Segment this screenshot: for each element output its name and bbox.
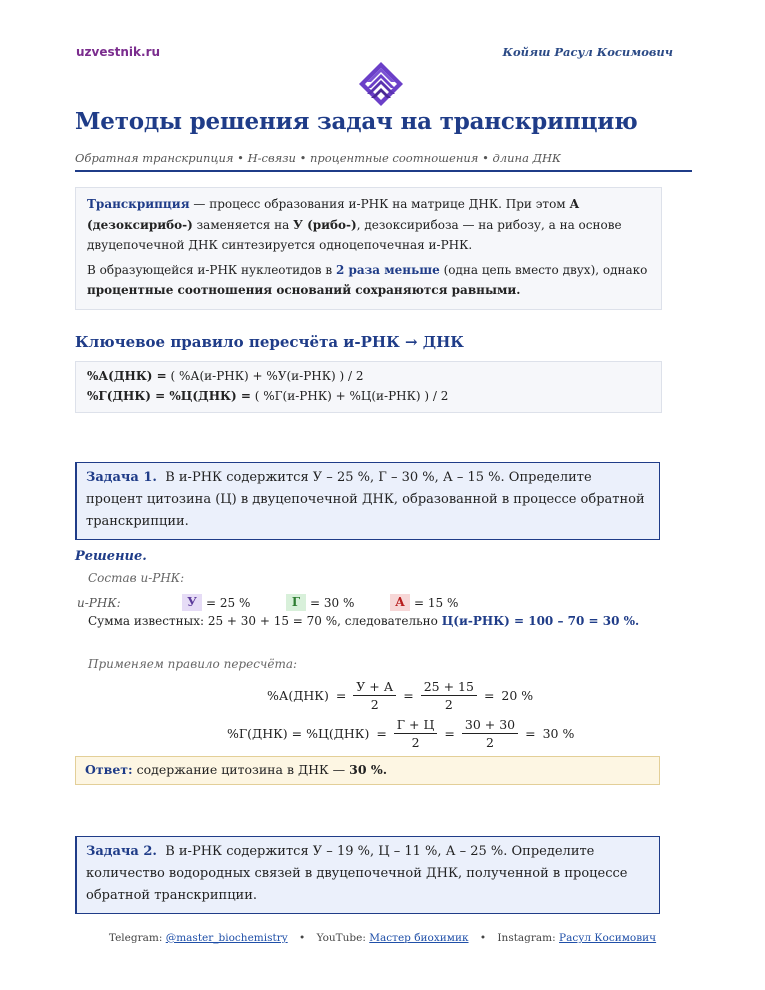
rna-label: и-РНК: bbox=[77, 596, 121, 610]
task-2-text: В и-РНК содержится У – 19 %, Ц – 11 %, А – 25 %. Определите количество водородных связей в двуцепочечной ДНК, полученной в процессе обратной транскрипции. bbox=[86, 844, 628, 903]
author-name: Койяш Расул Косимович bbox=[502, 45, 673, 59]
apply-note: Применяем правило пересчёта: bbox=[88, 657, 298, 671]
intro-text: — процесс образования и-РНК на матрице ДНК. При этом bbox=[189, 197, 570, 211]
instagram-link[interactable]: Расул Косимович bbox=[559, 932, 657, 944]
base-g-value: = 30 % bbox=[310, 596, 355, 610]
fraction bbox=[421, 678, 477, 713]
footer-separator: • bbox=[299, 932, 306, 944]
formula-adenine bbox=[267, 678, 533, 713]
site-name[interactable]: uzvestnik.ru bbox=[76, 45, 161, 59]
formula-result: 30 % bbox=[542, 726, 575, 741]
term-deoxyribo: А (дезоксирибо-) bbox=[87, 197, 580, 232]
task-2-label: Задача 2. bbox=[86, 844, 157, 859]
fraction bbox=[394, 716, 438, 751]
fraction-denominator: 2 bbox=[411, 735, 420, 750]
fraction bbox=[353, 678, 396, 713]
intro-text: (одна цепь вместо двух), однако bbox=[439, 262, 648, 277]
fraction-denominator: 2 bbox=[444, 697, 453, 712]
chevron-stack-icon bbox=[357, 60, 405, 108]
rule-lhs: %Г(ДНК) = %Ц(ДНК) = bbox=[87, 389, 251, 403]
intro-paragraph-2 bbox=[87, 260, 650, 301]
intro-box bbox=[75, 187, 662, 310]
rule-line-2 bbox=[87, 386, 650, 406]
equals-sign: = bbox=[483, 688, 499, 703]
base-a-value: = 15 % bbox=[414, 596, 459, 610]
youtube-link[interactable]: Мастер биохимик bbox=[369, 932, 469, 944]
fraction bbox=[462, 716, 518, 751]
fraction-denominator: 2 bbox=[370, 697, 379, 712]
composition-note: Состав и-РНК: bbox=[88, 571, 185, 585]
equals-sign: = bbox=[444, 726, 455, 741]
footer-separator: • bbox=[479, 932, 487, 944]
fraction-denominator: 2 bbox=[486, 735, 494, 750]
instagram-label: Instagram: bbox=[497, 932, 556, 944]
term-half: 2 раза меньше bbox=[335, 262, 440, 277]
equals-sign: = bbox=[331, 688, 347, 703]
formula-lhs: %Г(ДНК) = %Ц(ДНК) bbox=[227, 726, 370, 741]
intro-paragraph-1 bbox=[87, 194, 650, 256]
term-ribo: У (рибо-) bbox=[293, 217, 357, 232]
intro-text: , дезоксирибоза — на рибозу, а на основе двуцепочечной ДНК синтезируется одноцепочечная и-РНК. bbox=[87, 217, 622, 252]
task-1-text: В и-РНК содержится У – 25 %, Г – 30 %, А – 15 %. Определите процент цитозина (Ц) в двуцепочечной ДНК, образованной в процессе обратной транскрипции. bbox=[86, 470, 645, 529]
formula-guanine-cytosine bbox=[227, 716, 574, 751]
base-a-badge: А bbox=[390, 594, 410, 611]
sum-line bbox=[88, 614, 639, 628]
base-g-badge: Г bbox=[286, 594, 306, 611]
formula-lhs: %А(ДНК) bbox=[267, 688, 329, 703]
task-2-box bbox=[75, 836, 660, 914]
equals-sign: = bbox=[525, 726, 540, 741]
task-1-box bbox=[75, 462, 660, 540]
telegram-label: Telegram: bbox=[108, 932, 163, 944]
term-transcription: Транскрипция bbox=[87, 197, 190, 211]
solution-heading: Решение. bbox=[75, 549, 147, 564]
formula-result: 20 % bbox=[501, 688, 534, 703]
rule-heading: Ключевое правило пересчёта и-РНК → ДНК bbox=[75, 333, 464, 351]
rule-rhs: ( %А(и-РНК) + %У(и-РНК) ) / 2 bbox=[166, 369, 364, 383]
fraction-numerator: У + А bbox=[353, 678, 396, 696]
intro-text: В образующейся и-РНК нуклеотидов в bbox=[87, 262, 336, 277]
rule-line-1 bbox=[87, 366, 650, 386]
task-1-label: Задача 1. bbox=[86, 470, 157, 485]
youtube-label: YouTube: bbox=[316, 932, 366, 944]
answer-value: 30 %. bbox=[349, 762, 388, 777]
rule-rhs: ( %Г(и-РНК) + %Ц(и-РНК) ) / 2 bbox=[250, 389, 449, 403]
rule-lhs: %А(ДНК) = bbox=[87, 369, 167, 383]
base-u-badge: У bbox=[182, 594, 202, 611]
footer bbox=[0, 932, 765, 944]
equals-sign: = bbox=[372, 726, 387, 741]
page-subtitle: Обратная транскрипция • Н-связи • процентные соотношения • длина ДНК bbox=[75, 151, 561, 165]
base-u-value: = 25 % bbox=[206, 596, 251, 610]
answer-box bbox=[75, 756, 660, 785]
telegram-link[interactable]: @master_biochemistry bbox=[165, 932, 288, 944]
equals-sign: = bbox=[403, 688, 414, 703]
page-title: Методы решения задач на транскрипцию bbox=[75, 108, 638, 135]
title-divider bbox=[75, 170, 692, 172]
fraction-numerator: 25 + 15 bbox=[421, 678, 477, 696]
fraction-numerator: 30 + 30 bbox=[462, 716, 518, 734]
rule-box bbox=[75, 361, 662, 413]
answer-text: содержание цитозина в ДНК — bbox=[132, 762, 350, 777]
answer-label: Ответ: bbox=[85, 762, 133, 777]
sum-result: Ц(и-РНК) = 100 – 70 = 30 %. bbox=[441, 614, 640, 628]
sum-text: Сумма известных: 25 + 30 + 15 = 70 %, следовательно bbox=[88, 614, 442, 628]
fraction-numerator: Г + Ц bbox=[394, 716, 438, 734]
term-ratios: процентные соотношения оснований сохраняются равными. bbox=[87, 283, 521, 297]
intro-text: заменяется на bbox=[192, 217, 294, 232]
